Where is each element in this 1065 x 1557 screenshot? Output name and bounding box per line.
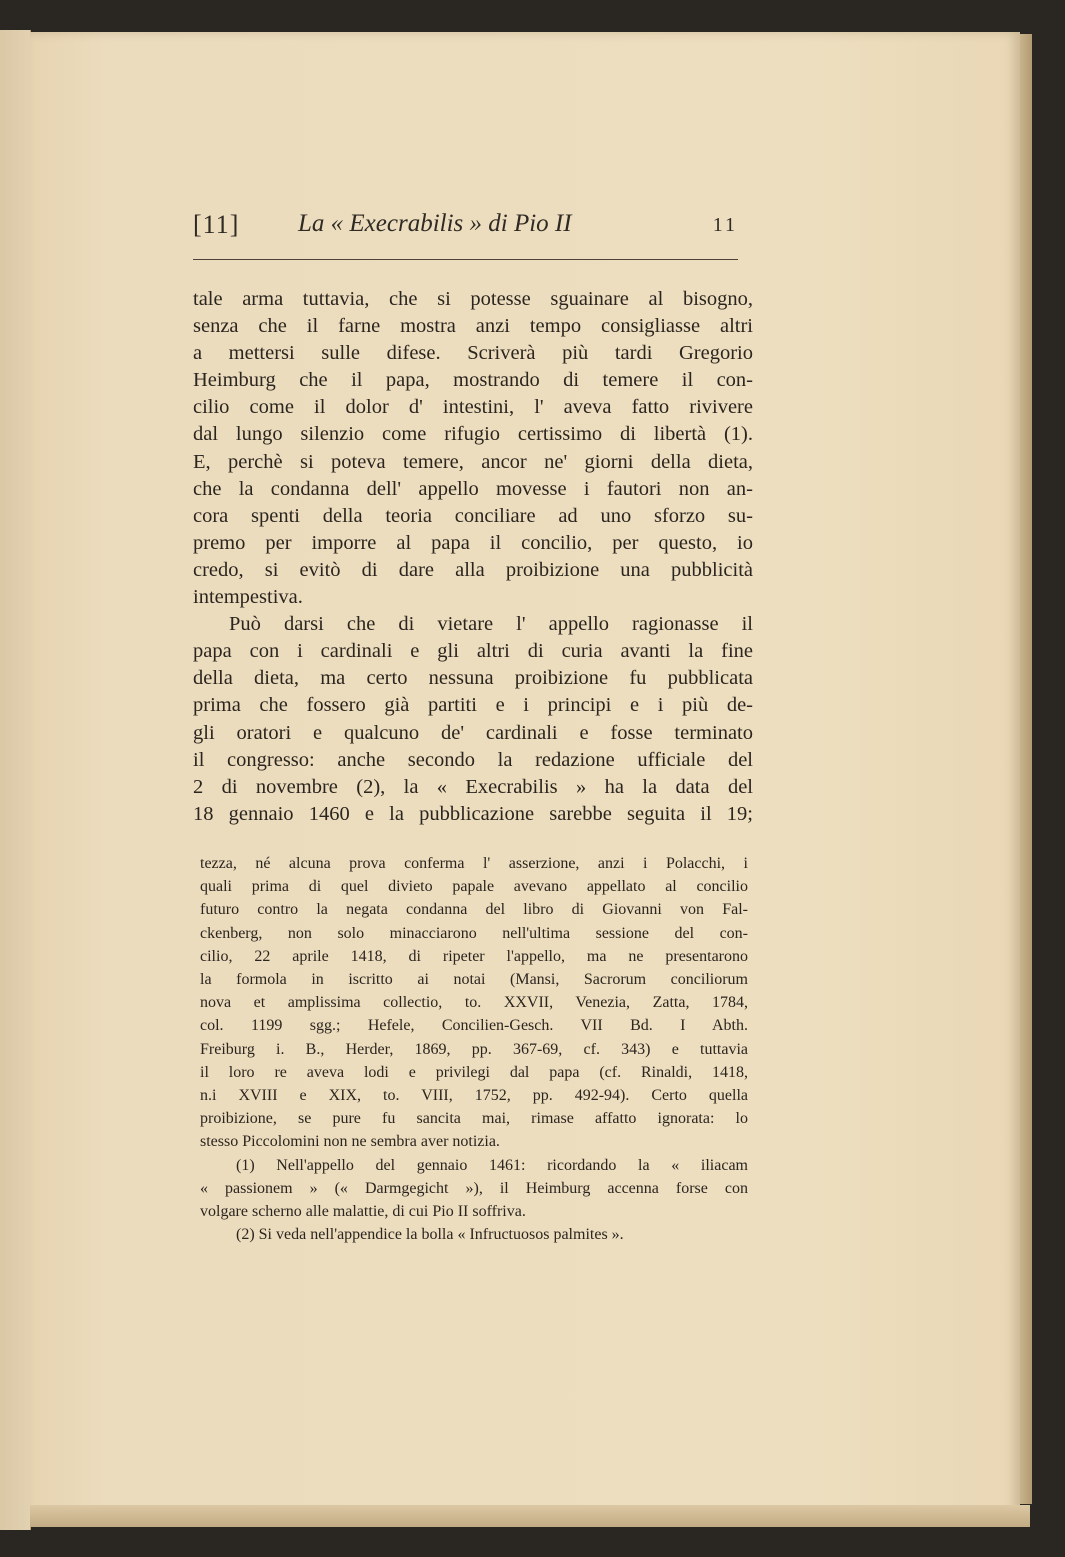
footnote-line: (2) Si veda nell'appendice la bolla « Infructuosos palmites ». — [236, 1226, 624, 1244]
main-text — [193, 286, 753, 828]
footnote-line: proibizione, se pure fu sancita mai, rimase affatto ignorata: lo — [200, 1110, 748, 1128]
running-title: La « Execrabilis » di Pio II — [298, 210, 572, 237]
text-line: senza che il farne mostra anzi tempo consigliasse altri — [193, 315, 753, 338]
text-line: gli oratori e qualcuno de' cardinali e fosse terminato — [193, 721, 753, 744]
section-number: [11] — [193, 210, 240, 239]
running-header — [193, 210, 738, 250]
footnote-line: tezza, né alcuna prova conferma l' asserzione, anzi i Polacchi, i — [200, 855, 748, 872]
text-line: Può darsi che di vietare l' appello ragionasse il — [229, 613, 753, 636]
text-line: credo, si evitò di dare alla proibizione una pubblicità — [193, 558, 753, 581]
footnote-line: cilio, 22 aprile 1418, di ripeter l'appello, ma ne presentarono — [200, 947, 748, 965]
footnote-line: (1) Nell'appello del gennaio 1461: ricordando la « iliacam — [236, 1156, 748, 1174]
footnote-line: la formola in iscritto ai notai (Mansi, Sacrorum conciliorum — [200, 971, 748, 989]
text-line: prima che fossero già partiti e i principi e i più de- — [193, 694, 753, 717]
bottom-page-edge — [30, 1505, 1030, 1527]
footnote-line: nova et amplissima collectio, to. XXVII, Venezia, Zatta, 1784, — [200, 994, 748, 1012]
footnote-line: col. 1199 sgg.; Hefele, Concilien-Gesch. VII Bd. I Abth. — [200, 1017, 748, 1035]
text-line: Heimburg che il papa, mostrando di temere il con- — [193, 369, 753, 392]
footnotes — [200, 852, 748, 1246]
text-line: cora spenti della teoria conciliare ad uno sforzo su- — [193, 504, 753, 527]
text-line: papa con i cardinali e gli altri di curia avanti la fine — [193, 640, 753, 663]
text-line: cilio come il dolor d' intestini, l' aveva fatto rivivere — [193, 396, 753, 419]
text-line: intempestiva. — [193, 586, 303, 609]
footnote-line: ckenberg, non solo minacciarono nell'ultima sessione del con- — [200, 924, 748, 942]
right-page-edge — [1020, 34, 1032, 1504]
footnote-line: quali prima di quel divieto papale avevano appellato al concilio — [200, 878, 748, 896]
text-line: a mettersi sulle difese. Scriverà più tardi Gregorio — [193, 342, 753, 365]
left-page-edge — [0, 30, 31, 1530]
footnote-line: volgare scherno alle malattie, di cui Pio II soffriva. — [200, 1203, 526, 1221]
text-line: 2 di novembre (2), la « Execrabilis » ha la data del — [193, 775, 753, 798]
text-line: 18 gennaio 1460 e la pubblicazione sarebbe seguita il 19; — [193, 802, 753, 825]
text-line: premo per imporre al papa il concilio, per questo, io — [193, 531, 753, 554]
footnote-line: il loro re aveva lodi e privilegi dal papa (cf. Rinaldi, 1418, — [200, 1063, 748, 1081]
footnote-line: stesso Piccolomini non ne sembra aver notizia. — [200, 1133, 500, 1151]
page-number: 11 — [712, 214, 738, 236]
text-line: che la condanna dell' appello movesse i fautori non an- — [193, 477, 753, 500]
header-rule — [193, 259, 738, 260]
footnote-line: futuro contro la negata condanna del libro di Giovanni von Fal- — [200, 901, 748, 919]
text-line: E, perchè si poteva temere, ancor ne' giorni della dieta, — [193, 450, 753, 473]
text-line: il congresso: anche secondo la redazione ufficiale del — [193, 748, 753, 771]
text-line: dal lungo silenzio come rifugio certissimo di libertà (1). — [193, 423, 753, 446]
footnote-line: « passionem » (« Darmgegicht »), il Heimburg accenna forse con — [200, 1179, 748, 1197]
text-line: tale arma tuttavia, che si potesse sguainare al bisogno, — [193, 288, 753, 310]
footnote-line: Freiburg i. B., Herder, 1869, pp. 367-69, cf. 343) e tuttavia — [200, 1040, 748, 1058]
text-line: della dieta, ma certo nessuna proibizione fu pubblicata — [193, 667, 753, 690]
footnote-line: n.i XVIII e XIX, to. VIII, 1752, pp. 492-94). Certo quella — [200, 1087, 748, 1105]
